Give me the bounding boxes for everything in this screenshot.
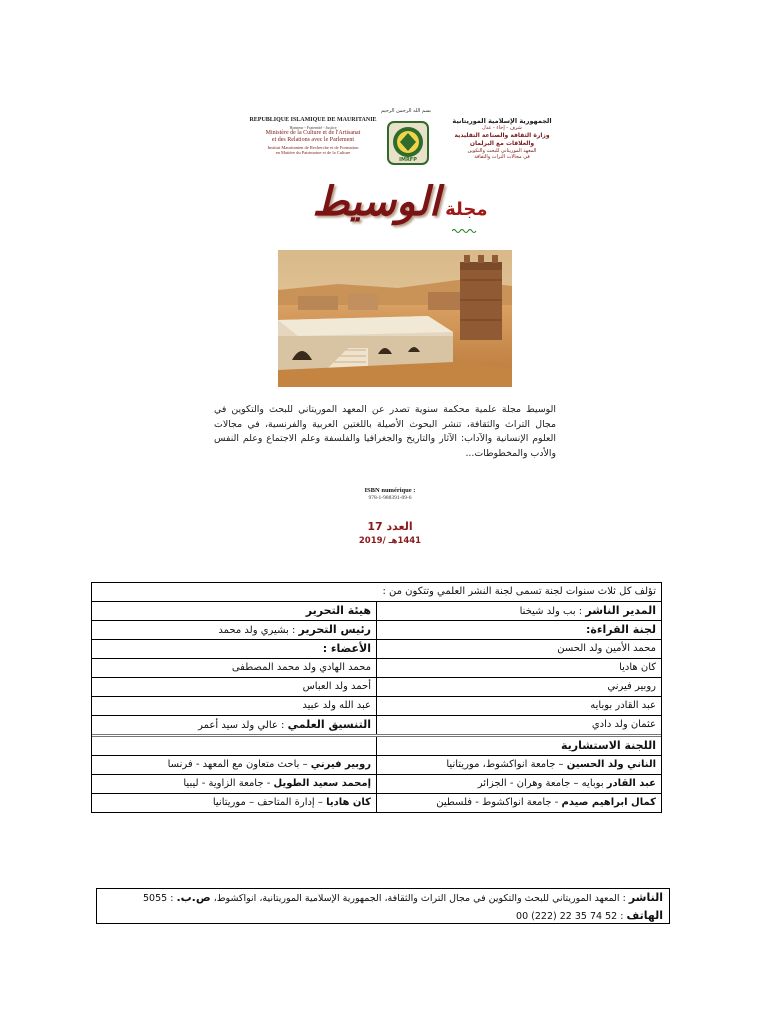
right-member: محمد الهادي ولد محمد المصطفى xyxy=(92,659,377,677)
table-row xyxy=(92,677,661,696)
director-label: المدير الناشر xyxy=(585,604,656,617)
right-member: أحمد ولد العباس xyxy=(92,678,377,696)
cover-photo xyxy=(278,250,512,387)
fr-institute-2: en Matière du Patrimoine et de la Culture xyxy=(275,150,351,156)
table-row xyxy=(92,658,661,677)
reading-committee-label: لجنة القراءة: xyxy=(586,623,656,636)
advisory-member: كان هاديا – إدارة المتاحف – موريتانيا xyxy=(92,794,377,812)
ar-ministry-2: والعلاقات مع البرلمان xyxy=(469,139,535,147)
journal-description: الوسيط مجلة علمية محكمة سنوية تصدر عن المعهد الموريتاني للبحث والتكوين في مجال التراث والثقافة، تنشر البحوث الأصيلة باللغتين العربية والفرنسية، في مجالات العلوم الإنسانية والآداب: الآثار والتاريخ والجغرافيا والفلسفة وعلم الاجتماع وعلم النفس والأدب والمخطوطات... xyxy=(214,404,556,459)
title-underline xyxy=(452,228,478,234)
table-row xyxy=(92,583,661,601)
table-row xyxy=(92,620,661,639)
ar-institute-2: في مجالات التراث والثقافة xyxy=(474,154,530,161)
director-cell xyxy=(377,602,661,620)
right-member: عبد الله ولد عبيد xyxy=(92,697,377,715)
table-row xyxy=(92,755,661,774)
left-member: عبد القادر بوبايه xyxy=(590,700,656,711)
fr-republic: REPUBLIQUE ISLAMIQUE DE MAURITANIE xyxy=(249,117,377,123)
fr-ministry-2: et des Relations avec le Parlement xyxy=(271,137,355,143)
french-header xyxy=(248,117,378,156)
table-row xyxy=(92,696,661,715)
phone-line xyxy=(103,907,663,925)
logo-text: IMRFP xyxy=(399,157,417,163)
title-name: الوسيط xyxy=(312,178,441,225)
ar-motto: شرف - إخاء - عدل xyxy=(482,125,522,132)
issue-number: العدد 17 xyxy=(367,520,413,533)
table-row xyxy=(92,793,661,812)
director-name: : بب ولد شيخنا xyxy=(519,606,583,617)
publisher-line xyxy=(103,889,663,907)
publisher-box xyxy=(96,888,670,924)
editorial-board-label: هيئة التحرير xyxy=(92,602,377,620)
editor-in-chief-name: : بشيري ولد محمد xyxy=(218,625,296,636)
po-box-value: : 5055 xyxy=(142,893,174,904)
advisory-member: كمال ابراهيم صيدم - جامعة انواكشوط - فلسطين xyxy=(436,797,656,808)
basmala: بسم الله الرحمن الرحيم xyxy=(380,108,432,114)
publisher-city: انواكشوط، xyxy=(213,893,257,904)
advisory-member: الناني ولد الحسين – جامعة انواكشوط، موريتانيا xyxy=(446,759,656,770)
editor-in-chief-label: رئيس التحرير xyxy=(298,623,371,636)
isbn-label: ISBN numérique : xyxy=(364,487,416,494)
journal-title xyxy=(270,178,530,225)
phone-value: : 52 74 35 22 (222) 00 xyxy=(516,911,624,922)
fr-institute: Institut Mauritanien de Recherche et de Formation xyxy=(267,144,359,150)
coordination-name: : عالي ولد سيد أعمر xyxy=(198,720,285,731)
table-row xyxy=(92,639,661,658)
institute-logo xyxy=(386,120,430,166)
left-member: عثمان ولد دادي xyxy=(591,719,656,730)
left-member: كان هاديا xyxy=(619,662,656,673)
issue-date: 1441هـ /2019 xyxy=(358,536,422,546)
advisory-label: اللجنة الاستشارية xyxy=(560,739,656,752)
editor-in-chief-cell xyxy=(92,621,377,639)
ar-republic: الجمهورية الإسلامية الموريتانية xyxy=(452,117,552,125)
isbn-value: 978-1-988391-09-6 xyxy=(368,495,412,501)
publisher-label: الناشر xyxy=(628,891,663,904)
left-member: روبير فيرني xyxy=(607,681,656,692)
committee-intro: تؤلف كل ثلاث سنوات لجنة تسمى لجنة النشر العلمي وتتكون من : xyxy=(382,586,656,597)
fr-motto: Honneur - Fraternité - Justice xyxy=(289,124,337,130)
title-prefix: مجلة xyxy=(445,199,488,220)
fr-ministry: Ministère de la Culture et de l'Artisanat xyxy=(265,129,361,136)
advisory-member: روبير فيرني – باحث متعاون مع المعهد - فرنسا xyxy=(92,756,377,774)
committee-table xyxy=(91,582,662,813)
left-member: محمد الأمين ولد الحسن xyxy=(557,643,656,654)
advisory-member: عبد القادر بوبايه – جامعة وهران - الجزائر xyxy=(477,778,656,789)
ar-institute: المعهد الموريتاني للبحث والتكوين xyxy=(467,147,537,154)
ar-ministry: وزارة الثقافة والصناعة التقليدية xyxy=(454,131,550,139)
table-row xyxy=(92,774,661,793)
arabic-header xyxy=(452,117,552,161)
table-row xyxy=(92,715,661,734)
publisher-text: : المعهد الموريتاني للبحث والتكوين في مجال التراث والثقافة، الجمهورية الإسلامية الموريتانية، xyxy=(259,893,626,904)
members-label: الأعضاء : xyxy=(92,640,377,658)
coordination-cell xyxy=(92,716,377,734)
advisory-member: إمحمد سعيد الطويل - جامعة الزاوية - ليبيا xyxy=(92,775,377,793)
table-row xyxy=(92,601,661,620)
phone-label: الهاتف xyxy=(626,909,663,922)
coordination-label: التنسيق العلمي xyxy=(287,718,371,731)
po-box-label: ص.ب. xyxy=(176,891,211,904)
table-row xyxy=(92,734,661,755)
